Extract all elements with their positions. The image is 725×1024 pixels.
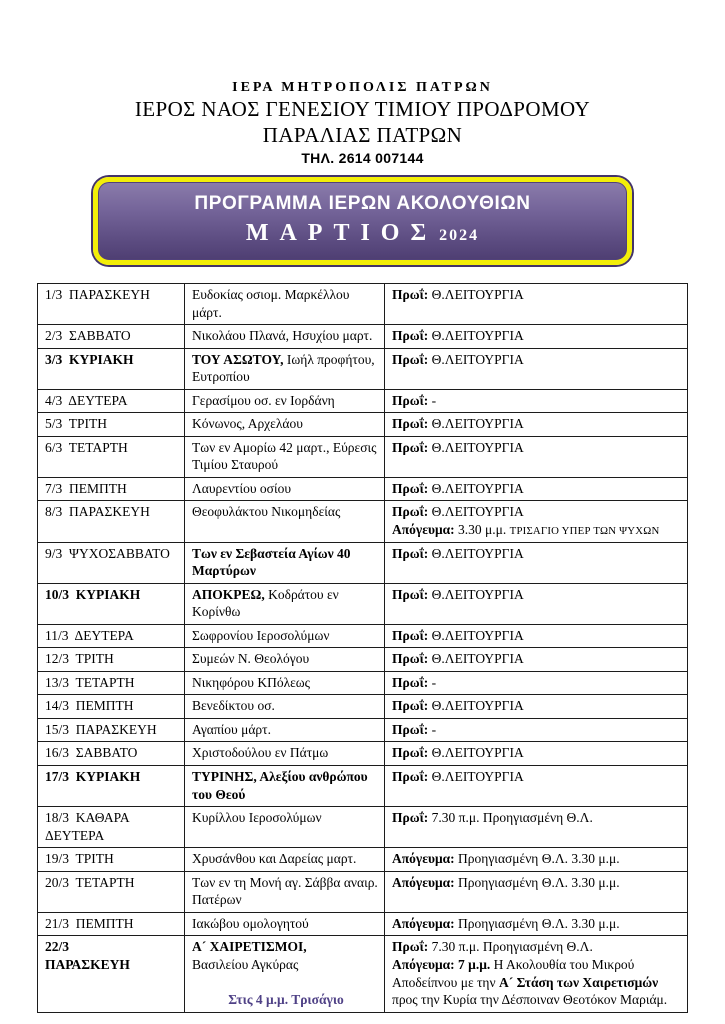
text-segment: ΑΠΟΚΡΕΩ, [192, 586, 265, 602]
cell-line [392, 286, 683, 304]
text-segment: Των εν Σεβαστεία Αγίων 40 Μαρτύρων [192, 545, 351, 579]
table-row [38, 542, 688, 583]
cell-line [392, 915, 683, 933]
table-row [38, 848, 688, 872]
cell-line [392, 768, 683, 786]
text-segment: Θ.ΛΕΙΤΟΥΡΓΙΑ [428, 745, 524, 761]
date-day-cell [38, 766, 185, 807]
services-cell [385, 477, 688, 501]
services-cell [385, 766, 688, 807]
cell-line [192, 327, 380, 345]
text-segment: Χρυσάνθου και Δαρείας μαρτ. [192, 851, 357, 867]
metropolis-line: ΙΕΡΑ ΜΗΤΡΟΠΟΛΙΣ ΠΑΤΡΩΝ [232, 80, 493, 95]
services-cell [385, 718, 688, 742]
text-segment: 7.30 π.μ. Προηγιασμένη Θ.Λ. [428, 810, 593, 826]
date-label: 15/3 [45, 721, 70, 737]
day-label: ΠΕΜΠΤΗ [69, 480, 127, 496]
cell-line [192, 915, 380, 933]
text-segment: Συμεών Ν. Θεολόγου [192, 651, 310, 667]
table-row [38, 807, 688, 848]
table-row [38, 413, 688, 437]
cell-line [392, 586, 683, 604]
text-segment: Πρωΐ: [392, 939, 429, 955]
text-segment: ΤΡΙΣΑΓΙΟ ΥΠΕΡ ΤΩΝ ΨΥΧΩΝ [509, 525, 660, 538]
date-label: 20/3 [45, 874, 70, 890]
text-segment: Πρωΐ: [392, 769, 429, 785]
text-segment: Θ.ΛΕΙΤΟΥΡΓΙΑ [428, 769, 524, 785]
table-row [38, 936, 688, 1012]
table-row [38, 912, 688, 936]
saints-cell [185, 871, 385, 912]
cell-line [192, 286, 380, 321]
cell-line [192, 697, 380, 715]
date-label: 16/3 [45, 745, 70, 761]
saints-cell [185, 848, 385, 872]
text-segment: προς την Κυρία την Δέσποιναν Θεοτόκον Μαριάμ. [392, 992, 668, 1008]
day-label: ΔΕΥΤΕΡΑ [74, 627, 134, 643]
cell-line [392, 521, 683, 539]
saints-cell [185, 936, 385, 1012]
services-cell [385, 912, 688, 936]
church-header [0, 0, 725, 166]
date-label: 18/3 [45, 810, 70, 826]
text-segment: Θ.ΛΕΙΤΟΥΡΓΙΑ [428, 439, 524, 455]
table-row [38, 871, 688, 912]
table-row [38, 718, 688, 742]
text-segment: ΤΥΡΙΝΗΣ, Αλεξίου ανθρώπου του Θεού [192, 769, 368, 802]
cell-line [192, 480, 380, 498]
cell-line [192, 650, 380, 668]
text-segment: Των εν Αμορίω 42 μαρτ., Εύρεσις Τιμίου Σταυρού [192, 439, 377, 473]
saints-cell [185, 718, 385, 742]
cell-line [192, 627, 380, 645]
date-day-cell [38, 477, 185, 501]
saints-cell [185, 389, 385, 413]
date-label: 13/3 [45, 674, 70, 690]
cell-line [192, 956, 380, 974]
day-label: ΤΕΤΑΡΤΗ [75, 874, 135, 890]
table-row [38, 325, 688, 349]
saints-cell [185, 477, 385, 501]
day-label: ΚΥΡΙΑΚΗ [75, 769, 141, 785]
day-label: ΣΑΒΒΑΤΟ [75, 745, 138, 761]
day-label: ΠΑΡΑΣΚΕΥΗ [69, 504, 150, 520]
text-segment: Πρωΐ: [392, 351, 429, 367]
date-day-cell [38, 742, 185, 766]
schedule-table [37, 283, 688, 1013]
text-segment: Α´ ΧΑΙΡΕΤΙΣΜΟΙ, [192, 939, 307, 955]
table-row [38, 648, 688, 672]
services-cell [385, 871, 688, 912]
date-day-cell [38, 542, 185, 583]
cell-line [192, 768, 380, 803]
text-segment: Πρωΐ: [392, 504, 429, 520]
text-segment: Θεοφυλάκτου Νικομηδείας [192, 504, 341, 520]
text-segment: - [428, 721, 437, 737]
banner-title: ΠΡΟΓΡΑΜΜΑ ΙΕΡΩΝ ΑΚΟΛΟΥΘΙΩΝ [194, 193, 531, 214]
table-row [38, 501, 688, 542]
date-label: 4/3 [45, 392, 63, 408]
date-label: 1/3 [45, 287, 63, 302]
cell-line [392, 674, 683, 692]
day-label: ΤΕΤΑΡΤΗ [75, 674, 135, 690]
text-segment: Χριστοδούλου εν Πάτμω [192, 745, 329, 761]
text-segment: Η Ακολουθία του Μικρού Αποδείπνου με την [392, 956, 635, 990]
services-cell [385, 389, 688, 413]
date-day-cell [38, 413, 185, 437]
services-cell [385, 742, 688, 766]
text-segment: Βασιλείου Αγκύρας [192, 956, 299, 972]
text-segment: Πρωΐ: [392, 287, 429, 302]
date-label: 11/3 [45, 627, 69, 643]
date-label: 5/3 [45, 416, 63, 432]
cell-line [392, 697, 683, 715]
text-segment: Πρωΐ: [392, 328, 429, 344]
date-day-cell [38, 648, 185, 672]
text-segment: Προηγιασμένη Θ.Λ. 3.30 μ.μ. [454, 851, 620, 867]
table-row [38, 436, 688, 477]
text-segment: Θ.ΛΕΙΤΟΥΡΓΙΑ [428, 627, 524, 643]
services-cell [385, 695, 688, 719]
cell-line [192, 938, 380, 956]
cell-line [392, 956, 683, 1009]
text-segment: Θ.ΛΕΙΤΟΥΡΓΙΑ [428, 328, 524, 344]
date-day-cell [38, 501, 185, 542]
saints-cell [185, 807, 385, 848]
saints-cell [185, 648, 385, 672]
program-banner [93, 177, 632, 265]
cell-line [392, 627, 683, 645]
day-label: ΠΕΜΠΤΗ [75, 915, 134, 931]
saints-cell [185, 413, 385, 437]
text-segment: Θ.ΛΕΙΤΟΥΡΓΙΑ [428, 504, 524, 520]
day-label: ΨΥΧΟΣΑΒΒΑΤΟ [69, 545, 170, 561]
cell-line [392, 439, 683, 457]
text-segment: Θ.ΛΕΙΤΟΥΡΓΙΑ [428, 651, 524, 667]
saints-cell [185, 624, 385, 648]
cell-line [392, 874, 683, 892]
text-segment: Θ.ΛΕΙΤΟΥΡΓΙΑ [428, 698, 524, 714]
phone-line: ΤΗΛ. 2614 007144 [301, 150, 424, 166]
table-row [38, 742, 688, 766]
date-label: 19/3 [45, 851, 70, 867]
table-row [38, 477, 688, 501]
cell-line [192, 351, 380, 386]
day-label: ΠΑΡΑΣΚΕΥΗ [75, 721, 157, 737]
text-segment: Λαυρεντίου οσίου [192, 480, 292, 496]
cell-line [392, 392, 683, 410]
day-label: ΤΕΤΑΡΤΗ [68, 439, 128, 455]
table-row [38, 695, 688, 719]
date-day-cell [38, 671, 185, 695]
text-segment: Νικολάου Πλανά, Ησυχίου μαρτ. [192, 328, 373, 344]
services-cell [385, 583, 688, 624]
text-segment: Γερασίμου οσ. εν Ιορδάνη [192, 392, 335, 408]
cell-line [192, 415, 380, 433]
cell-line [192, 974, 380, 992]
text-segment: Κυρίλλου Ιεροσολύμων [192, 810, 322, 826]
date-day-cell [38, 695, 185, 719]
day-label: ΤΡΙΤΗ [68, 416, 108, 432]
schedule-table-body [38, 284, 688, 1013]
text-segment: Πρωΐ: [392, 416, 429, 432]
services-cell [385, 348, 688, 389]
table-row [38, 389, 688, 413]
date-day-cell [38, 871, 185, 912]
cell-line [192, 850, 380, 868]
date-label: 17/3 [45, 769, 70, 785]
cell-line [392, 809, 683, 827]
location-line: ΠΑΡΑΛΙΑΣ ΠΑΤΡΩΝ [262, 123, 463, 147]
table-row [38, 284, 688, 325]
date-day-cell [38, 848, 185, 872]
date-label: 2/3 [45, 328, 63, 344]
date-label: 8/3 [45, 504, 63, 520]
saints-cell [185, 542, 385, 583]
text-segment: Στις 4 μ.μ. Τρισάγιο [228, 992, 344, 1008]
date-label: 14/3 [45, 698, 70, 714]
text-segment: Θ.ΛΕΙΤΟΥΡΓΙΑ [428, 287, 524, 302]
day-label: ΚΑΘΑΡΑ ΔΕΥΤΕΡΑ [45, 810, 129, 843]
date-day-cell [38, 284, 185, 325]
text-segment: Πρωΐ: [392, 745, 429, 761]
cell-line [192, 874, 380, 909]
text-segment: Πρωΐ: [392, 810, 429, 826]
table-row [38, 671, 688, 695]
text-segment: Θ.ΛΕΙΤΟΥΡΓΙΑ [428, 416, 524, 432]
cell-line [392, 415, 683, 433]
date-day-cell [38, 718, 185, 742]
day-label: ΠΑΡΑΣΚΕΥΗ [69, 287, 150, 302]
text-segment: Πρωΐ: [392, 480, 429, 496]
day-label: ΠΕΜΠΤΗ [75, 698, 134, 714]
text-segment: Πρωΐ: [392, 439, 429, 455]
saints-cell [185, 501, 385, 542]
table-row [38, 583, 688, 624]
services-cell [385, 542, 688, 583]
banner-month-row [104, 220, 621, 247]
date-day-cell [38, 936, 185, 1012]
date-label: 3/3 [45, 351, 63, 367]
cell-line [192, 503, 380, 521]
date-label: 22/3 [45, 939, 70, 955]
saints-cell [185, 766, 385, 807]
cell-line [392, 351, 683, 369]
banner-year: 2024 [439, 227, 480, 244]
cell-line [192, 674, 380, 692]
saints-cell [185, 348, 385, 389]
text-segment: Ευδοκίας οσιομ. Μαρκέλλου μάρτ. [192, 287, 350, 320]
cell-line [392, 545, 683, 563]
text-segment: Απόγευμα: [392, 522, 455, 538]
cell-line [392, 721, 683, 739]
text-segment: 7.30 π.μ. Προηγιασμένη Θ.Λ. [428, 939, 593, 955]
cell-line [392, 850, 683, 868]
text-segment: 3.30 μ.μ. [454, 522, 510, 538]
saints-cell [185, 912, 385, 936]
cell-line [392, 938, 683, 956]
text-segment: Θ.ΛΕΙΤΟΥΡΓΙΑ [428, 545, 524, 561]
text-segment: Κοδράτου εν Κορίνθω [192, 586, 339, 620]
date-label: 7/3 [45, 480, 63, 496]
text-segment: Πρωΐ: [392, 392, 429, 408]
cell-line [192, 439, 380, 474]
text-segment: Σωφρονίου Ιεροσολύμων [192, 627, 330, 643]
day-label: ΚΥΡΙΑΚΗ [75, 586, 141, 602]
text-segment: ΤΟΥ ΑΣΩΤΟΥ, [192, 351, 284, 367]
text-segment: - [428, 674, 437, 690]
services-cell [385, 848, 688, 872]
date-day-cell [38, 436, 185, 477]
services-cell [385, 413, 688, 437]
text-segment: Κόνωνος, Αρχελάου [192, 416, 303, 432]
saints-cell [185, 436, 385, 477]
cell-line [192, 392, 380, 410]
date-label: 9/3 [45, 545, 63, 561]
text-segment: Νικηφόρου ΚΠόλεως [192, 674, 311, 690]
services-cell [385, 284, 688, 325]
text-segment: Απόγευμα: [392, 915, 455, 931]
cell-line [192, 809, 380, 827]
saints-cell [185, 325, 385, 349]
text-segment: Πρωΐ: [392, 698, 429, 714]
text-segment: Ιωήλ προφήτου, Ευτροπίου [192, 351, 375, 385]
text-segment: Ιακώβου ομολογητού [192, 915, 309, 931]
services-cell [385, 671, 688, 695]
services-cell [385, 807, 688, 848]
services-cell [385, 648, 688, 672]
saints-cell [185, 742, 385, 766]
services-cell [385, 325, 688, 349]
cell-line [392, 480, 683, 498]
text-segment: Α´ Στάση των Χαιρετισμών [498, 974, 659, 990]
day-label: ΤΡΙΤΗ [75, 851, 114, 867]
text-segment: Πρωΐ: [392, 674, 429, 690]
cell-line [192, 586, 380, 621]
text-segment: Βενεδίκτου οσ. [192, 698, 275, 714]
table-row [38, 348, 688, 389]
text-segment: Πρωΐ: [392, 721, 429, 737]
services-cell [385, 436, 688, 477]
services-cell [385, 936, 688, 1012]
cell-line [392, 744, 683, 762]
saints-cell [185, 583, 385, 624]
date-day-cell [38, 389, 185, 413]
cell-line [392, 503, 683, 521]
text-segment: - [428, 392, 437, 408]
day-label: ΣΑΒΒΑΤΟ [69, 328, 131, 344]
date-day-cell [38, 325, 185, 349]
cell-line [192, 721, 380, 739]
text-segment: Πρωΐ: [392, 545, 429, 561]
date-day-cell [38, 807, 185, 848]
cell-line [192, 744, 380, 762]
table-row [38, 624, 688, 648]
text-segment: Απόγευμα: 7 μ.μ. [392, 956, 491, 972]
banner-month: ΜΑΡΤΙΟΣ [245, 220, 438, 246]
cell-line [392, 650, 683, 668]
text-segment: Πρωΐ: [392, 586, 429, 602]
text-segment: Προηγιασμένη Θ.Λ. 3.30 μ.μ. [454, 915, 620, 931]
text-segment: Θ.ΛΕΙΤΟΥΡΓΙΑ [428, 480, 524, 496]
table-row [38, 766, 688, 807]
text-segment: Αγαπίου μάρτ. [192, 721, 271, 737]
date-day-cell [38, 624, 185, 648]
date-day-cell [38, 348, 185, 389]
day-label: ΚΥΡΙΑΚΗ [69, 351, 134, 367]
date-day-cell [38, 912, 185, 936]
date-label: 12/3 [45, 651, 70, 667]
date-label: 6/3 [45, 439, 63, 455]
text-segment: Απόγευμα: [392, 851, 455, 867]
day-label: ΠΑΡΑΣΚΕΥΗ [45, 956, 130, 972]
date-label: 21/3 [45, 915, 70, 931]
text-segment: Προηγιασμένη Θ.Λ. 3.30 μ.μ. [454, 874, 620, 890]
services-cell [385, 624, 688, 648]
saints-cell [185, 695, 385, 719]
cell-line [192, 991, 380, 1009]
services-cell [385, 501, 688, 542]
saints-cell [185, 284, 385, 325]
text-segment: Απόγευμα: [392, 874, 455, 890]
text-segment: Πρωΐ: [392, 627, 429, 643]
text-segment: Θ.ΛΕΙΤΟΥΡΓΙΑ [428, 351, 524, 367]
text-segment: Θ.ΛΕΙΤΟΥΡΓΙΑ [428, 586, 524, 602]
text-segment: Των εν τη Μονή αγ. Σάββα αναιρ. Πατέρων [192, 874, 378, 908]
saints-cell [185, 671, 385, 695]
date-label: 10/3 [45, 586, 70, 602]
day-label: ΔΕΥΤΕΡΑ [68, 392, 128, 408]
church-name-line: ΙΕΡΟΣ ΝΑΟΣ ΓΕΝΕΣΙΟΥ ΤΙΜΙΟΥ ΠΡΟΔΡΟΜΟΥ [134, 97, 591, 121]
day-label: ΤΡΙΤΗ [75, 651, 114, 667]
date-day-cell [38, 583, 185, 624]
cell-line [192, 545, 380, 580]
cell-line [392, 327, 683, 345]
text-segment: Πρωΐ: [392, 651, 429, 667]
